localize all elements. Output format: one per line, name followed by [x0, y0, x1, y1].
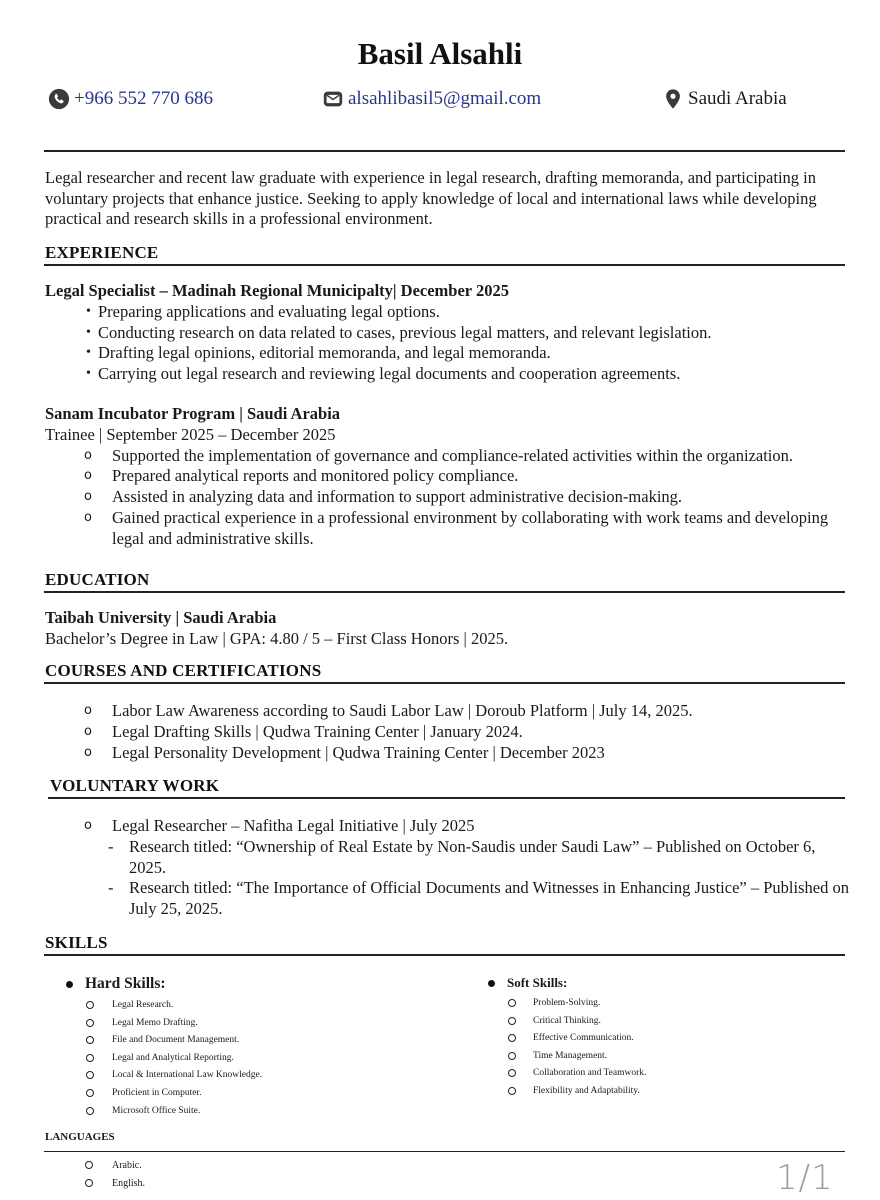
- list-item: o Legal Drafting Skills | Qudwa Training Center | January 2024.: [84, 721, 523, 741]
- languages-divider: [44, 1151, 845, 1152]
- experience-divider: [44, 264, 845, 266]
- section-heading-skills: SKILLS: [45, 933, 108, 952]
- soft-skills-column: [488, 975, 646, 1101]
- list-item: File and Document Management.: [86, 1032, 262, 1050]
- job-duties-list: [45, 446, 855, 550]
- section-heading-voluntary: VOLUNTARY WORK: [50, 776, 220, 795]
- list-item: o Labor Law Awareness according to Saudi Labor Law | Doroub Platform | July 14, 2025.: [84, 701, 693, 720]
- section-heading-languages: LANGUAGES: [45, 1131, 115, 1143]
- education-entry: [45, 608, 855, 650]
- list-item: o Assisted in analyzing data and information to support administrative decision-making.: [84, 487, 683, 507]
- phone-icon: [48, 88, 70, 110]
- list-item: Problem-Solving.: [508, 995, 646, 1013]
- list-item: • Preparing applications and evaluating legal options.: [45, 302, 855, 323]
- job-title: Sanam Incubator Program | Saudi Arabia: [45, 404, 341, 423]
- list-item: • Carrying out legal research and reviewing legal documents and cooperation agreements.: [45, 364, 855, 385]
- phone-number[interactable]: +966 552 770 686: [74, 88, 213, 109]
- skills-divider: [44, 954, 845, 956]
- job-subtitle: Trainee | September 2025 – December 2025: [45, 424, 336, 444]
- list-item: English.: [85, 1175, 145, 1193]
- list-item: o Supported the implementation of governance and compliance-related activities within the organization.: [84, 445, 794, 465]
- soft-skills-heading: Soft Skills:: [488, 975, 646, 991]
- list-item: o Legal Personality Development | Qudwa Training Center | December 2023: [84, 742, 605, 762]
- job-title: Legal Specialist – Madinah Regional Municipalty| December 2025: [45, 281, 509, 300]
- page-indicator: 1/1: [776, 1158, 834, 1198]
- list-item: Microsoft Office Suite.: [86, 1103, 262, 1121]
- contact-email[interactable]: [322, 88, 541, 110]
- email-icon: [322, 88, 344, 110]
- header-divider: [44, 150, 845, 152]
- languages-list: [85, 1157, 145, 1192]
- contact-location: [662, 88, 787, 110]
- bullet-icon: [488, 980, 495, 987]
- job-sanam-incubator: [45, 404, 855, 550]
- list-item: Legal Research.: [86, 997, 262, 1015]
- location-text: Saudi Arabia: [688, 88, 787, 109]
- list-item: Effective Communication.: [508, 1030, 646, 1048]
- courses-list: [45, 701, 855, 763]
- list-item: Legal Memo Drafting.: [86, 1015, 262, 1033]
- education-divider: [44, 591, 845, 593]
- list-item: Critical Thinking.: [508, 1013, 646, 1031]
- job-duties-list: [45, 302, 855, 385]
- professional-summary: Legal researcher and recent law graduate with experience in legal research, drafting memoranda, and participating in voluntary projects that enhance justice. Seeking to apply knowledge of local and international laws while developing practical and research skills in a professional environment.: [45, 168, 817, 228]
- job-legal-specialist: [45, 281, 855, 385]
- list-item: o Gained practical experience in a professional environment by collaborating with work teams and developing legal and administrative skills.: [84, 507, 829, 548]
- list-item: Collaboration and Teamwork.: [508, 1065, 646, 1083]
- bullet-icon: [66, 981, 73, 988]
- degree-line: Bachelor’s Degree in Law | GPA: 4.80 / 5 – First Class Honors | 2025.: [45, 628, 509, 648]
- email-address[interactable]: alsahlibasil5@gmail.com: [348, 88, 542, 109]
- list-item: o Prepared analytical reports and monitored policy compliance.: [84, 466, 519, 486]
- list-item: Time Management.: [508, 1048, 646, 1066]
- list-item: - Research titled: “Ownership of Real Estate by Non-Saudis under Saudi Law” – Published on October 6, 2025.: [45, 837, 853, 879]
- list-item: - Research titled: “The Importance of Official Documents and Witnesses in Enhancing Justice” – Published on July 25, 2025.: [45, 878, 853, 920]
- section-heading-experience: EXPERIENCE: [45, 243, 159, 262]
- section-heading-education: EDUCATION: [45, 570, 150, 589]
- courses-divider: [44, 682, 845, 684]
- school-name: Taibah University | Saudi Arabia: [45, 608, 277, 627]
- voluntary-entry: [45, 816, 855, 920]
- list-item: Legal and Analytical Reporting.: [86, 1050, 262, 1068]
- section-heading-courses: COURSES AND CERTIFICATIONS: [45, 661, 322, 680]
- contact-phone[interactable]: [48, 88, 213, 110]
- voluntary-divider: [48, 797, 845, 799]
- hard-skills-heading: Hard Skills:: [66, 975, 262, 993]
- list-item: o Legal Researcher – Nafitha Legal Initiative | July 2025: [84, 816, 475, 835]
- list-item: Local & International Law Knowledge.: [86, 1067, 262, 1085]
- list-item: Arabic.: [85, 1157, 145, 1175]
- location-pin-icon: [662, 88, 684, 110]
- list-item: Flexibility and Adaptability.: [508, 1083, 646, 1101]
- list-item: • Drafting legal opinions, editorial memoranda, and legal memoranda.: [45, 343, 855, 364]
- hard-skills-column: [66, 975, 262, 1120]
- list-item: Proficient in Computer.: [86, 1085, 262, 1103]
- candidate-name: Basil Alsahli: [357, 36, 523, 71]
- list-item: • Conducting research on data related to cases, previous legal matters, and relevant legislation.: [45, 323, 855, 344]
